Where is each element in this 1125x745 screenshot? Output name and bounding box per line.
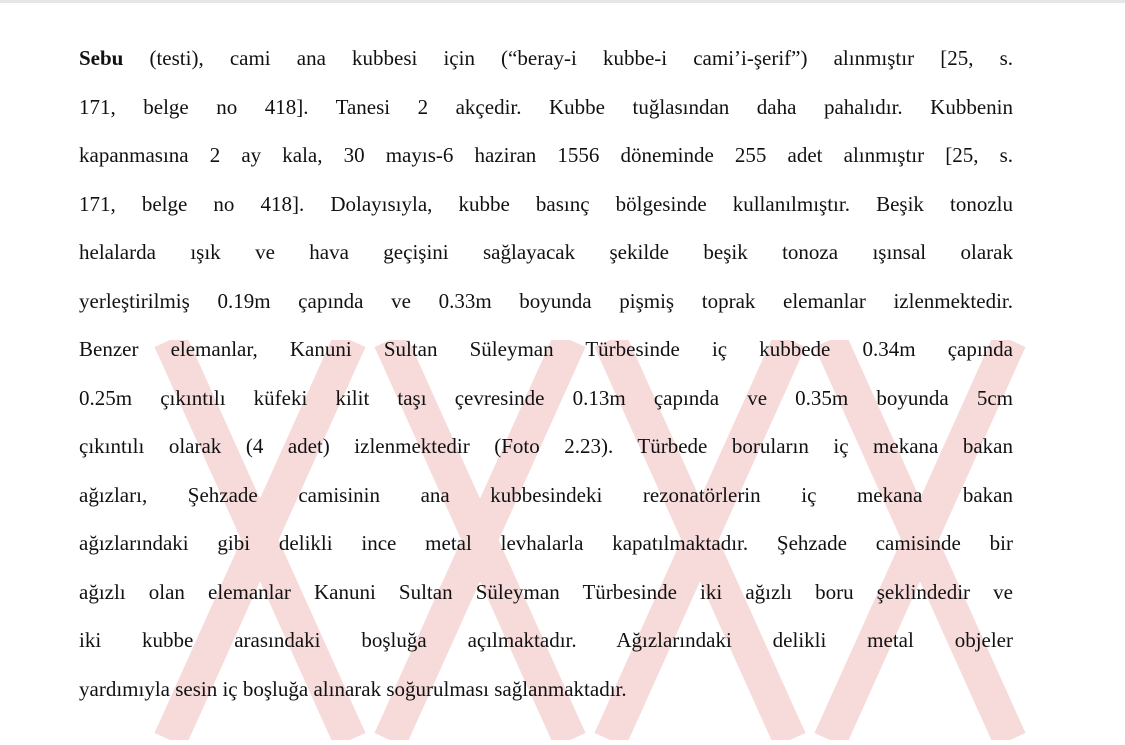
paragraph-line: ağızları, Şehzade camisinin ana kubbesindeki rezonatörlerin iç mekana bakan (79, 482, 1013, 507)
paragraph-line (79, 34, 1013, 83)
paragraph-line: helalarda ışık ve hava geçişini sağlayacak şekilde beşik tonoza ışınsal olarak (79, 240, 1013, 264)
paragraph-line: ağızlarındaki gibi delikli ince metal levhalarla kapatılmaktadır. Şehzade camisinde bir (79, 531, 1013, 555)
paragraph-line: ağızlı olan elemanlar Kanuni Sultan Süleyman Türbesinde iki ağızlı boru şeklindedir ve (79, 579, 1013, 604)
paragraph-line: yerleştirilmiş 0.19m çapında ve 0.33m boyunda pişmiş toprak elemanlar izlenmektedir. (79, 288, 1013, 313)
paragraph-line: 171, belge no 418]. Tanesi 2 akçedir. Kubbe tuğlasından daha pahalıdır. Kubbenin (79, 94, 1013, 119)
lead-term: Sebu (79, 46, 124, 70)
paragraph-line: 0.25m çıkıntılı küfeki kilit taşı çevresinde 0.13m çapında ve 0.35m boyunda 5cm (79, 385, 1013, 410)
paragraph-line: Benzer elemanlar, Kanuni Sultan Süleyman Türbesinde iç kubbede 0.34m çapında (79, 337, 1013, 361)
paragraph-line: 171, belge no 418]. Dolayısıyla, kubbe basınç bölgesinde kullanılmıştır. Beşik tonozlu (79, 191, 1013, 216)
paragraph-line: iki kubbe arasındaki boşluğa açılmaktadır. Ağızlarındaki delikli metal objeler (79, 628, 1013, 652)
body-paragraph (79, 34, 1013, 713)
paragraph-line: çıkıntılı olarak (4 adet) izlenmektedir (Foto 2.23). Türbede boruların iç mekana bakan (79, 434, 1013, 458)
paragraph-line: yardımıyla sesin iç boşluğa alınarak soğurulması sağlanmaktadır. (79, 676, 627, 701)
paragraph-line: kapanmasına 2 ay kala, 30 mayıs-6 haziran 1556 döneminde 255 adet alınmıştır [25, s. (79, 143, 1013, 167)
line-text: (testi), cami ana kubbesi için (“beray-i kubbe-i cami’i-şerif”) alınmıştır [25, s. (123, 46, 1013, 70)
page-top-edge (0, 0, 1125, 3)
